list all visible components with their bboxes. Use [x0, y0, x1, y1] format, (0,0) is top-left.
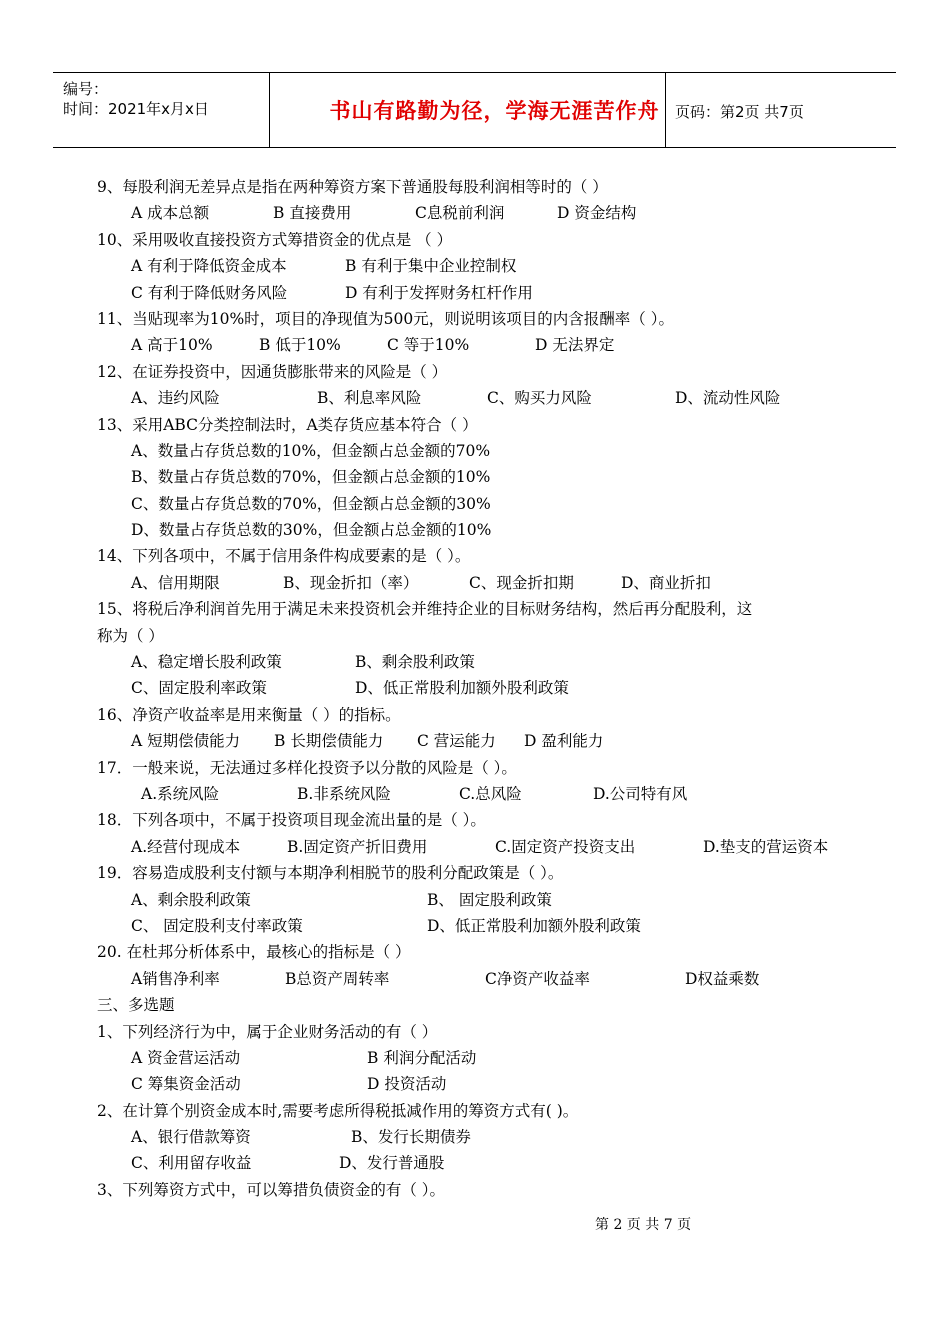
answer-option: A、剩余股利政策 — [131, 890, 251, 909]
answer-option: B总资产周转率 — [285, 969, 390, 988]
answer-option: C、 固定股利支付率政策 — [131, 916, 303, 935]
answer-option: B、现金折扣（率） — [283, 573, 419, 592]
question-line: 三、多选题 — [97, 996, 175, 1015]
question-line: 15、将税后净利润首先用于满足未来投资机会并维持企业的目标财务结构，然后再分配股利，这 — [97, 600, 753, 619]
question-line: 1、下列经济行为中，属于企业财务活动的有（ ） — [97, 1022, 438, 1041]
answer-option: A、违约风险 — [131, 389, 220, 408]
answer-option: C、固定股利率政策 — [131, 679, 267, 698]
answer-option: D 投资活动 — [367, 1075, 447, 1094]
answer-option: C.总风险 — [459, 784, 522, 803]
question-line: 9、每股利润无差异点是指在两种筹资方案下普通股每股利润相等时的（ ） — [97, 178, 608, 196]
question-line: C、数量占存货总数的70%，但金额占总金额的30% — [131, 494, 491, 513]
question-line: 19．容易造成股利支付额与本期净利相脱节的股利分配政策是（ ）。 — [97, 864, 564, 883]
answer-option: C息税前利润 — [415, 204, 505, 223]
answer-option: B.非系统风险 — [297, 784, 391, 803]
question-line: 16、净资产收益率是用来衡量（ ）的指标。 — [97, 705, 401, 724]
answer-option: A 短期偿债能力 — [131, 732, 241, 751]
options-line — [97, 1124, 867, 1150]
options-line — [97, 332, 867, 358]
options-line — [97, 834, 867, 860]
header-page-info: 页码：第2页 共7页 — [675, 103, 804, 121]
question-line: 10、采用吸收直接投资方式筹措资金的优点是 （ ） — [97, 230, 453, 249]
answer-option: B、发行长期债券 — [351, 1128, 471, 1147]
answer-option: A 有利于降低资金成本 — [131, 257, 287, 276]
answer-option: B 直接费用 — [273, 204, 352, 223]
question-line: 18．下列各项中，不属于投资项目现金流出量的是（ ）。 — [97, 811, 486, 830]
answer-option: A、稳定增长股利政策 — [131, 653, 282, 672]
answer-option: A 高于10% — [131, 336, 213, 355]
header-divider-right — [665, 73, 666, 147]
options-line — [97, 200, 867, 226]
answer-option: A.系统风险 — [141, 784, 220, 803]
page-header — [53, 72, 896, 148]
options-line — [97, 1045, 867, 1071]
answer-option: D权益乘数 — [685, 969, 760, 988]
question-line: B、数量占存货总数的70%，但金额占总金额的10% — [131, 468, 491, 487]
answer-option: A、信用期限 — [131, 573, 220, 592]
answer-option: B、 固定股利政策 — [427, 890, 552, 909]
answer-option: B、利息率风险 — [317, 389, 422, 408]
answer-option: D、低正常股利加额外股利政策 — [355, 679, 569, 698]
answer-option: C、购买力风险 — [487, 389, 592, 408]
options-line — [97, 280, 867, 306]
answer-option: A 资金营运活动 — [131, 1048, 241, 1067]
question-line: 20. 在杜邦分析体系中，最核心的指标是（ ） — [97, 943, 411, 962]
question-line: 11、当贴现率为10%时，项目的净现值为500元，则说明该项目的内含报酬率（ ）。 — [97, 309, 674, 328]
header-meta — [63, 79, 209, 119]
options-line — [97, 253, 867, 279]
answer-option: A销售净利率 — [131, 969, 220, 988]
question-line: A、数量占存货总数的10%，但金额占总金额的70% — [131, 441, 491, 460]
answer-option: D 盈利能力 — [524, 732, 604, 751]
answer-option: B、剩余股利政策 — [355, 653, 475, 672]
options-line — [97, 570, 867, 596]
header-motto: 书山有路勤为径，学海无涯苦作舟 — [329, 99, 660, 123]
answer-option: C 等于10% — [387, 336, 470, 355]
answer-option: C.固定资产投资支出 — [495, 837, 636, 856]
question-line: 17．一般来说，无法通过多样化投资予以分散的风险是（ ）。 — [97, 758, 517, 777]
options-line — [97, 1071, 867, 1097]
answer-option: A 成本总额 — [131, 204, 210, 223]
answer-option: C、利用留存收益 — [131, 1154, 252, 1173]
options-line — [97, 728, 867, 754]
answer-option: C、现金折扣期 — [469, 573, 574, 592]
answer-option: A.经营付现成本 — [131, 837, 241, 856]
question-line: D、数量占存货总数的30%，但金额占总金额的10% — [131, 521, 492, 540]
answer-option: C 有利于降低财务风险 — [131, 283, 288, 302]
question-line: 13、采用ABC分类控制法时，A类存货应基本符合（ ） — [97, 415, 478, 434]
question-line: 3、下列筹资方式中，可以筹措负债资金的有（ ）。 — [97, 1180, 446, 1199]
answer-option: D、发行普通股 — [339, 1154, 445, 1173]
answer-option: B 低于10% — [259, 336, 341, 355]
answer-option: C净资产收益率 — [485, 969, 590, 988]
answer-option: C 营运能力 — [417, 732, 496, 751]
answer-option: B 长期偿债能力 — [274, 732, 384, 751]
answer-option: D 资金结构 — [557, 204, 637, 223]
options-line — [97, 385, 867, 411]
answer-option: D、低正常股利加额外股利政策 — [427, 916, 641, 935]
options-line — [97, 887, 867, 913]
question-line: 12、在证券投资中，因通货膨胀带来的风险是（ ） — [97, 362, 448, 381]
options-line — [97, 675, 867, 701]
page-footer: 第 2 页 共 7 页 — [595, 1217, 692, 1233]
options-line — [97, 649, 867, 675]
options-line — [97, 966, 867, 992]
answer-option: D、流动性风险 — [675, 389, 781, 408]
answer-option: D 有利于发挥财务杠杆作用 — [345, 283, 533, 302]
answer-option: D.垫支的营运资本 — [703, 837, 829, 856]
document-number-label: 编号： — [63, 80, 109, 98]
answer-option: B 利润分配活动 — [367, 1048, 477, 1067]
answer-option: D、商业折扣 — [621, 573, 711, 592]
options-line — [97, 781, 867, 807]
options-line — [97, 913, 867, 939]
answer-option: B 有利于集中企业控制权 — [345, 257, 517, 276]
options-line — [97, 1150, 867, 1176]
document-time: 时间：2021年x月x日 — [63, 100, 209, 118]
question-line: 14、下列各项中，不属于信用条件构成要素的是（ ）。 — [97, 547, 471, 566]
answer-option: B.固定资产折旧费用 — [287, 837, 428, 856]
answer-option: C 筹集资金活动 — [131, 1075, 241, 1094]
answer-option: A、银行借款筹资 — [131, 1128, 251, 1147]
answer-option: D 无法界定 — [535, 336, 615, 355]
question-line: 2、在计算个别资金成本时,需要考虑所得税抵减作用的筹资方式有( )。 — [97, 1101, 579, 1120]
exam-content — [97, 174, 867, 1203]
question-line: 称为（ ） — [97, 626, 164, 645]
answer-option: D.公司特有风 — [593, 784, 688, 803]
